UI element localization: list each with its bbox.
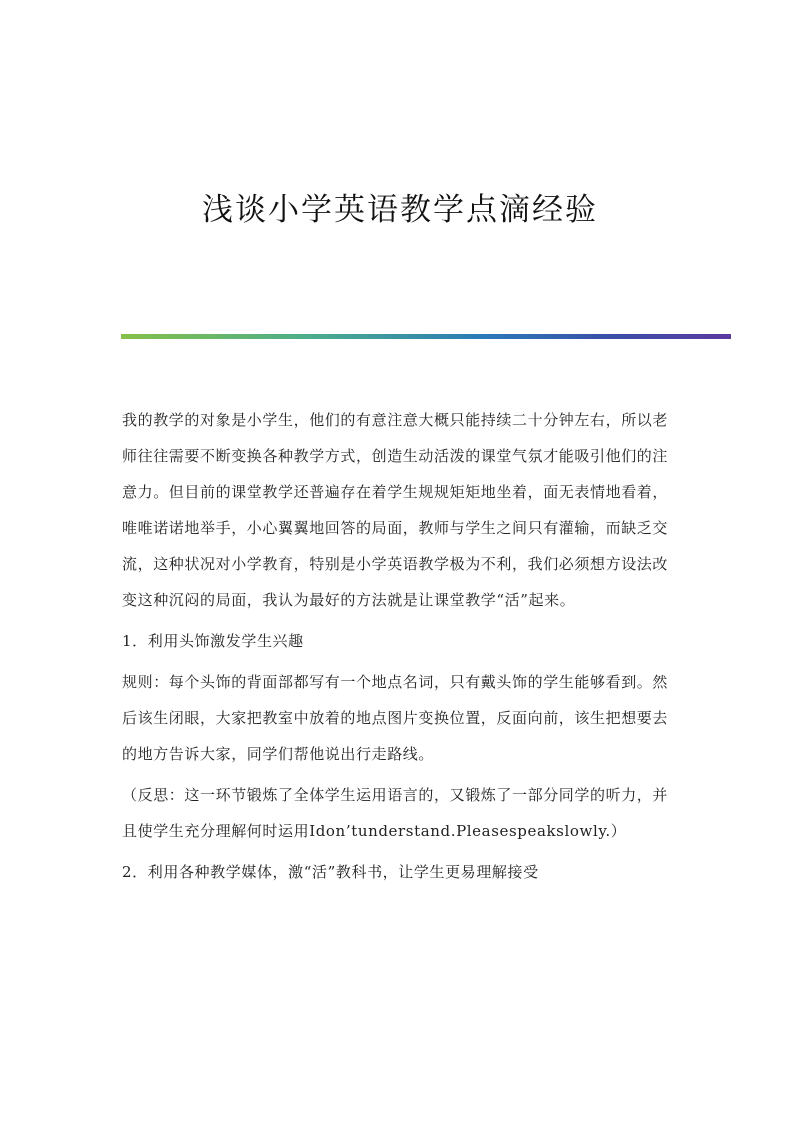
rules-paragraph: 规则：每个头饰的背面部都写有一个地点名词，只有戴头饰的学生能够看到。然后该生闭眼，大家把教室中放着的地点图片变换位置，反面向前，该生把想要去的地方告诉大家，同学们帮他说出行走路线。 [122,673,669,763]
section-heading-2: 2．利用各种教学媒体，激“活”教科书，让学生更易理解接受 [122,863,539,881]
document-body [122,402,682,890]
document-title: 浅谈小学英语教学点滴经验 [202,192,598,228]
intro-paragraph: 我的教学的对象是小学生，他们的有意注意大概只能持续二十分钟左右，所以老师往往需要不断变换各种教学方式，创造生动活泼的课堂气氛才能吸引他们的注意力。但目前的课堂教学还普遍存在着学生规规矩矩地坐着，面无表情地看着，唯唯诺诺地举手，小心翼翼地回答的局面，教师与学生之间只有灌输，而缺乏交流，这种状况对小学教育，特别是小学英语教学极为不利，我们必须想方设法改变这种沉闷的局面，我认为最好的方法就是让课堂教学“活”起来。 [122,411,669,609]
section-heading-1: 1．利用头饰激发学生兴趣 [122,632,304,650]
gradient-divider [121,334,731,339]
reflection-paragraph: （反思：这一环节锻炼了全体学生运用语言的，又锻炼了一部分同学的听力，并且使学生充分理解何时运用Idon’tunderstand.Pleasespeakslowly.） [122,786,669,840]
